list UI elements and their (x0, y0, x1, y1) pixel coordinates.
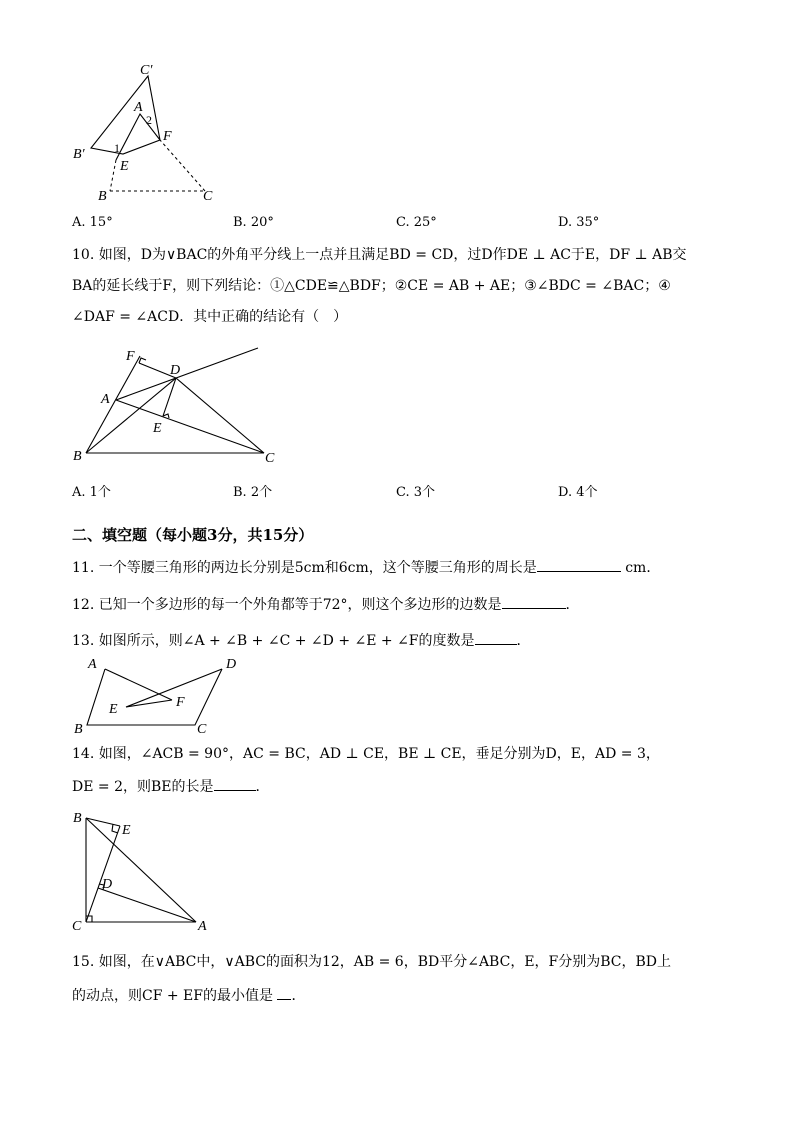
section-fill-in-heading: 二、填空题（每小题3分，共15分） (72, 526, 314, 544)
q15-line2: 的动点，则CF + EF的最小值是 (72, 988, 273, 1004)
q9-option-c: C. 25° (396, 215, 437, 230)
q14-line1: 14. 如图，∠ACB = 90°，AC = BC，AD ⊥ CE，BE ⊥ CE，垂足分别为D，E，AD = 3， (72, 746, 660, 762)
q10-line1: 10. 如图，D为∨BAC的外角平分线上一点并且满足BD = CD，过D作DE ⊥ AC于E，DF ⊥ AB交 (72, 247, 687, 263)
q10-option-c: C. 3个 (396, 485, 436, 500)
q11 (72, 557, 660, 577)
q10-label-a: A (101, 392, 110, 407)
q9-option-d: D. 35° (558, 215, 600, 230)
q13-label-e: E (109, 702, 118, 717)
q9-figure (66, 58, 226, 208)
q10-line2: BA的延长线于F，则下列结论：①△CDE≌△BDF；②CE = AB + AE；③∠BDC = ∠BAC；④ (72, 278, 671, 294)
q9-label-b: B (98, 189, 107, 204)
q13 (72, 630, 531, 650)
q12-text: 12. 已知一个多边形的每一个外角都等于72°，则这个多边形的边数是 (72, 597, 502, 613)
q13-label-f: F (176, 695, 185, 710)
q9-label-a: A (134, 100, 143, 115)
q15-line1: 15. 如图，在∨ABC中，∨ABC的面积为12，AB = 6，BD平分∠ABC，E，F分别为BC，BD上 (72, 954, 672, 970)
q9-label-c: C (203, 189, 213, 204)
q10-option-a: A. 1个 (72, 485, 111, 500)
q13-label-d: D (226, 657, 237, 672)
q10-label-c: C (265, 451, 275, 466)
q15-line2-wrap (72, 985, 305, 1005)
q9-option-a: A. 15° (72, 215, 113, 230)
q14-label-a: A (198, 919, 207, 934)
q14-label-e: E (122, 823, 131, 838)
q14-answer-blank[interactable] (214, 776, 256, 791)
q9-label-b-prime: B′ (73, 147, 85, 162)
q10-label-f: F (126, 349, 135, 364)
q13-answer-blank[interactable] (475, 630, 517, 645)
q10-line3: ∠DAF = ∠ACD．其中正确的结论有（ ） (72, 309, 348, 325)
q12-end: ． (565, 597, 580, 613)
q10-figure (66, 340, 286, 470)
q14-label-c: C (72, 919, 82, 934)
q11-answer-blank[interactable] (537, 557, 621, 572)
q15-end: ． (291, 988, 306, 1004)
q10-option-d: D. 4个 (558, 485, 598, 500)
q14-figure (66, 805, 226, 935)
q9-label-2: 2 (146, 113, 152, 127)
q13-end: ． (516, 633, 531, 649)
q13-text: 13. 如图所示，则∠A + ∠B + ∠C + ∠D + ∠E + ∠F的度数是 (72, 633, 475, 649)
q13-label-b: B (74, 722, 83, 737)
q14-line2-wrap (72, 776, 270, 796)
q9-label-e: E (120, 159, 129, 174)
q10-label-b: B (73, 449, 82, 464)
q10-label-d: D (170, 363, 181, 378)
q12 (72, 594, 580, 614)
q10-option-b: B. 2个 (233, 485, 273, 500)
q14-line2: DE = 2，则BE的长是 (72, 779, 214, 795)
q9-option-b: B. 20° (233, 215, 274, 230)
q14-label-d: D (102, 877, 113, 892)
q14-end: ． (255, 779, 270, 795)
q15-answer-blank[interactable] (277, 985, 291, 1000)
q9-label-1: 1 (114, 141, 120, 155)
q13-label-c: C (197, 722, 207, 737)
q10-label-e: E (153, 421, 162, 436)
q14-label-b: B (73, 811, 82, 826)
q9-label-c-prime: C′ (140, 63, 153, 78)
q11-text: 11. 一个等腰三角形的两边长分别是5cm和6cm，这个等腰三角形的周长是 (72, 560, 537, 576)
q13-figure (66, 652, 252, 738)
q12-answer-blank[interactable] (502, 594, 566, 609)
q9-label-f: F (163, 129, 172, 144)
q11-unit: cm． (625, 560, 661, 576)
q13-label-a: A (88, 657, 97, 672)
